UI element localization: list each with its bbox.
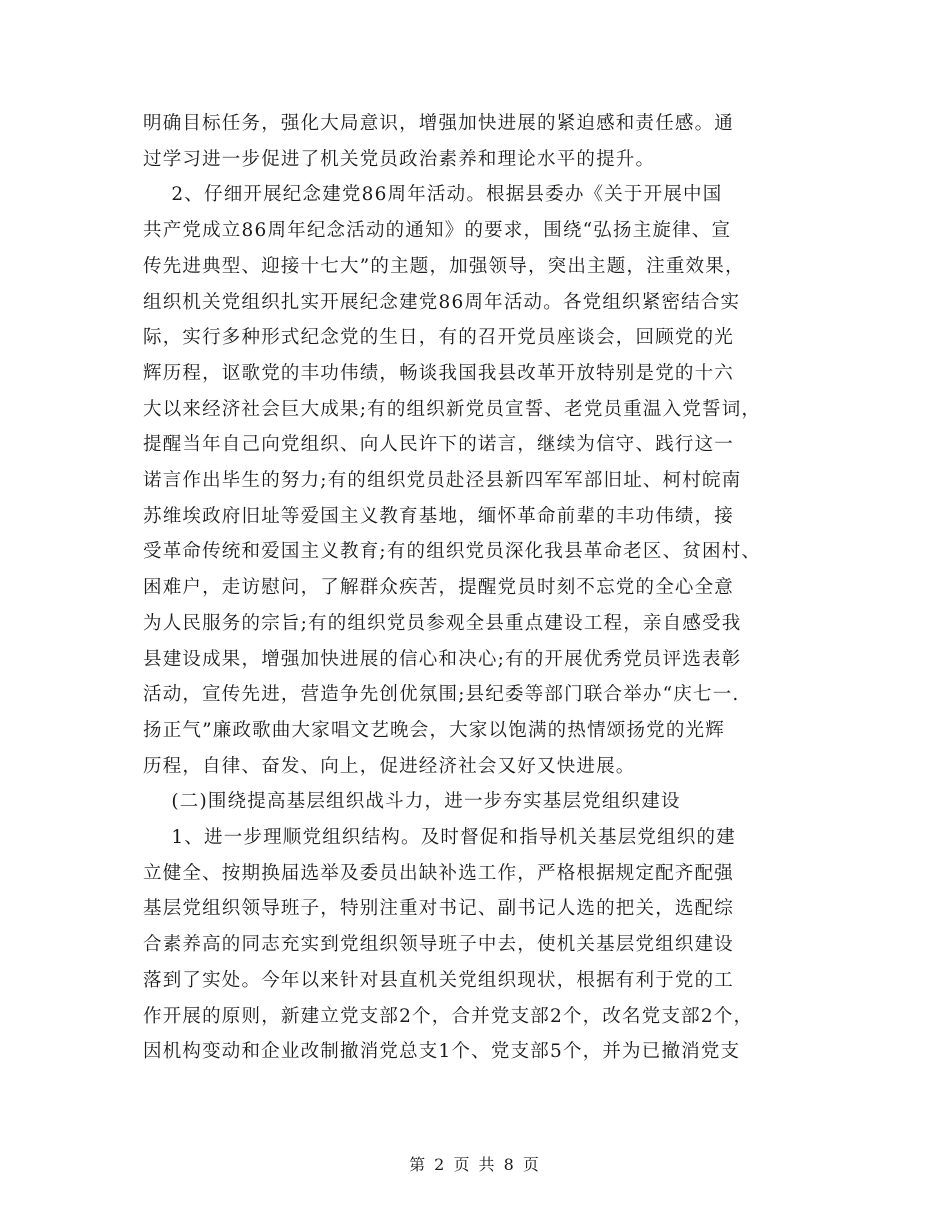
text-line: 2、仔细开展纪念建党86周年活动。根据县委办《关于开展中国 [143,184,723,206]
text-line: (二)围绕提高基层组织战斗力，进一步夯实基层党组织建设 [143,791,681,813]
text-line: 扬正气”廉政歌曲大家唱文艺晚会，大家以饱满的热情颂扬党的光辉 [143,719,725,741]
text-line: 明确目标任务，强化大局意识，增强加快进展的紧迫感和责任感。通 [143,113,735,134]
text-line: 提醒当年自己向党组织、向人民许下的诺言，继续为信守、践行这一 [143,434,735,456]
text-line: 困难户，走访慰问，了解群众疾苦，提醒党员时刻不忘党的全心全意 [143,577,735,599]
text-line: 因机构变动和企业改制撤消党总支1个、党支部5个，并为已撤消党支 [143,1041,741,1063]
text-line: 落到了实处。今年以来针对县直机关党组织现状，根据有利于党的工 [143,969,735,991]
text-line: 历程，自律、奋发、向上，促进经济社会又好又快进展。 [143,755,636,777]
text-line: 共产党成立86周年纪念活动的通知》的要求，围绕“弘扬主旋律、宣 [143,220,732,242]
text-line: 传先进典型、迎接十七大”的主题，加强领导，突出主题，注重效果， [143,255,745,277]
text-line: 活动，宣传先进，营造争先创优氛围;县纪委等部门联合举办“庆七一. [143,684,740,706]
text-line: 苏维埃政府旧址等爱国主义教育基地，缅怀革命前辈的丰功伟绩，接 [143,505,735,527]
text-line: 诺言作出毕生的努力;有的组织党员赴泾县新四军军部旧址、柯村皖南 [143,470,742,491]
text-line: 组织机关党组织扎实开展纪念建党86周年活动。各党组织紧密结合实 [143,291,741,313]
text-line: 辉历程，讴歌党的丰功伟绩，畅谈我国我县改革开放特别是党的十六 [143,362,735,384]
text-line: 过学习进一步促进了机关党员政治素养和理论水平的提升。 [143,148,656,170]
text-line: 基层党组织领导班子，特别注重对书记、副书记人选的把关，选配综 [143,898,735,920]
text-line: 作开展的原则，新建立党支部2个，合并党支部2个，改名党支部2个， [143,1005,754,1027]
text-line: 合素养高的同志充实到党组织领导班子中去，使机关基层党组织建设 [143,934,735,956]
page-footer: 第 2 页 共 8 页 [409,1155,541,1174]
text-line: 大以来经济社会巨大成果;有的组织新党员宣誓、老党员重温入党誓词， [143,398,762,420]
text-line: 为人民服务的宗旨;有的组织党员参观全县重点建设工程，亲自感受我 [143,612,742,634]
text-line: 1、进一步理顺党组织结构。及时督促和指导机关基层党组织的建 [143,827,736,848]
text-line: 际，实行多种形式纪念党的生日，有的召开党员座谈会，回顾党的光 [143,327,735,349]
text-line: 受革命传统和爱国主义教育;有的组织党员深化我县革命老区、贫困村、 [143,541,762,563]
text-line: 立健全、按期换届选举及委员出缺补选工作，严格根据规定配齐配强 [143,862,735,884]
text-line: 县建设成果，增强加快进展的信心和决心;有的开展优秀党员评选表彰 [143,648,742,670]
